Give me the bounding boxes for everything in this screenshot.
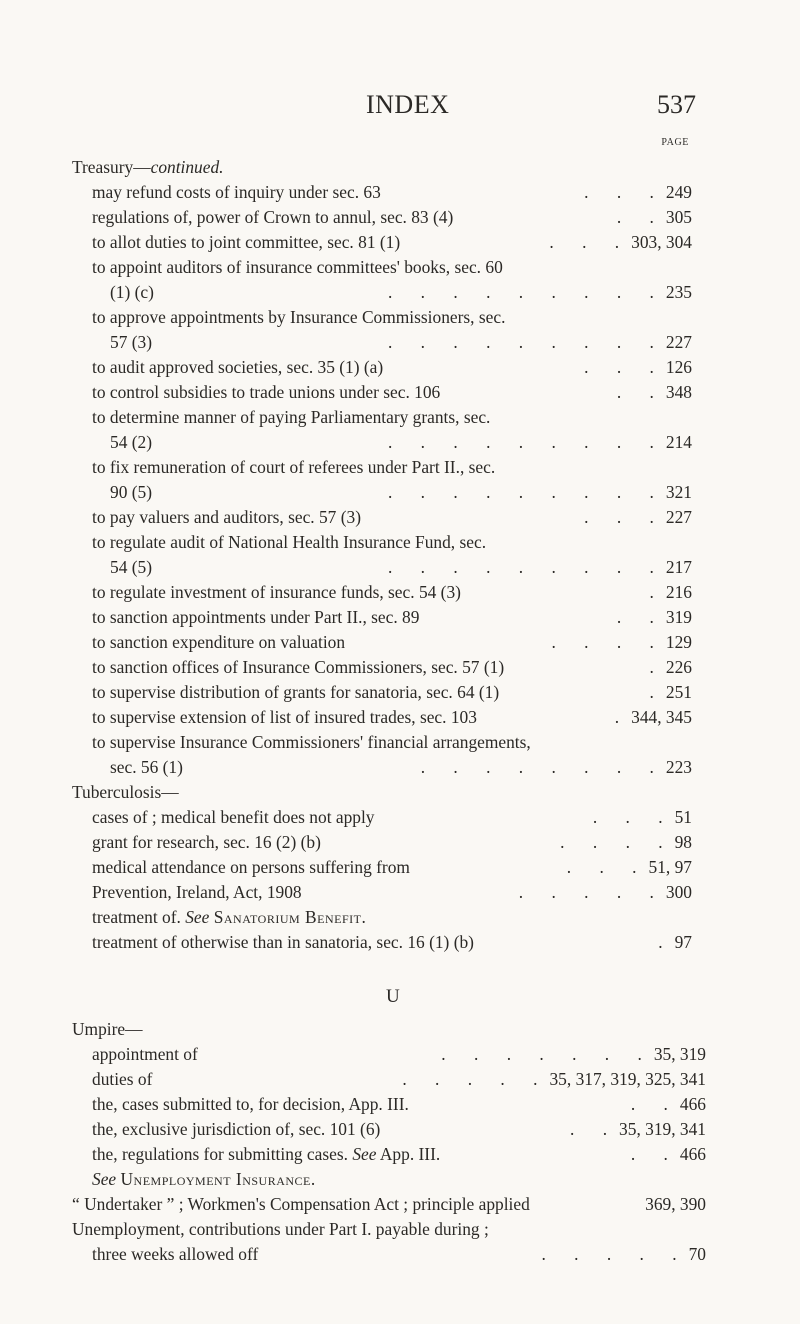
index-entry xyxy=(92,355,692,379)
entry-page-number: 214 xyxy=(665,432,692,452)
entry-text: Prevention, Ireland, Act, 1908 xyxy=(92,882,302,902)
entry-page-number: 51, 97 xyxy=(648,857,692,877)
index-entry xyxy=(92,230,692,254)
entry-page-number: 226 xyxy=(665,657,692,677)
entry-text: treatment of. xyxy=(92,907,181,927)
tuberculosis-heading: Tuberculosis— xyxy=(72,782,179,802)
entry-text: to control subsidies to trade unions under sec. 106 xyxy=(92,382,441,402)
index-entry xyxy=(92,880,692,904)
entry-pages xyxy=(584,180,692,204)
entry-page-number: 369, 390 xyxy=(645,1194,706,1214)
entry-text: to sanction offices of Insurance Commissioners, sec. 57 (1) xyxy=(92,657,505,677)
entry-page-number: 300 xyxy=(665,882,692,902)
entry-pages xyxy=(617,605,692,629)
entry-pages xyxy=(388,330,692,354)
entry-text: the, regulations for submitting cases. xyxy=(92,1144,348,1164)
umpire-heading: Umpire— xyxy=(72,1019,143,1039)
entry-pages xyxy=(650,655,692,679)
entry-pages xyxy=(650,680,692,704)
leader-dots: . . . . . . . . . xyxy=(387,482,666,502)
leader-dots: . . . . . xyxy=(402,1069,550,1089)
entry-text: medical attendance on persons suffering from xyxy=(92,857,410,877)
index-entry xyxy=(92,255,692,279)
entry-text: to pay valuers and auditors, sec. 57 (3) xyxy=(92,507,361,527)
index-entry xyxy=(92,805,692,829)
leader-dots: . . xyxy=(630,1144,680,1164)
entry-pages xyxy=(615,705,692,729)
entry-text: 54 (2) xyxy=(110,432,153,452)
leader-dots: . . . xyxy=(549,232,632,252)
entry-pages xyxy=(617,205,692,229)
index-entry xyxy=(92,680,692,704)
entry-text: to supervise Insurance Commissioners' financial arrangements, xyxy=(92,732,531,752)
index-entry xyxy=(92,580,692,604)
leader-dots: . . . . . xyxy=(541,1244,689,1264)
entry-page-number: 249 xyxy=(665,182,692,202)
entry-text: three weeks allowed off xyxy=(92,1244,259,1264)
leader-dots: . . . . . xyxy=(518,882,666,902)
entry-page-number: 466 xyxy=(679,1094,706,1114)
entry-pages xyxy=(421,755,692,779)
leader-dots: . . . xyxy=(584,357,666,377)
entry-text: 54 (5) xyxy=(110,557,153,577)
leader-dots: . . xyxy=(616,207,666,227)
entry-text: “ Undertaker ” ; Workmen's Compensation Act ; principle applied xyxy=(72,1194,530,1214)
index-entry xyxy=(92,1117,706,1141)
entry-text: to appoint auditors of insurance committees' books, sec. 60 xyxy=(92,257,503,277)
running-header xyxy=(0,90,800,124)
entry-text: (1) (c) xyxy=(110,282,154,302)
leader-dots: . . . xyxy=(566,857,649,877)
leader-dots: . xyxy=(658,932,675,952)
entry-pages xyxy=(388,555,692,579)
entry-page-number: 216 xyxy=(665,582,692,602)
entry-pages xyxy=(593,805,692,829)
leader-dots: . . . xyxy=(592,807,675,827)
entry-page-number: 466 xyxy=(679,1144,706,1164)
cross-reference: Sanatorium Benefit. xyxy=(213,907,367,927)
index-entry xyxy=(92,1142,706,1166)
entry-text: to supervise extension of list of insured trades, sec. 103 xyxy=(92,707,477,727)
entry-text: to sanction expenditure on valuation xyxy=(92,632,346,652)
entry-text: to audit approved societies, sec. 35 (1) (a) xyxy=(92,357,384,377)
entry-page-number: 70 xyxy=(688,1244,706,1264)
entry-text: 57 (3) xyxy=(110,332,153,352)
index-entry xyxy=(92,930,692,954)
entry-pages xyxy=(631,1092,706,1116)
leader-dots: . . xyxy=(570,1119,620,1139)
entry-page-number: 51 xyxy=(674,807,692,827)
entry-page-number: 227 xyxy=(665,332,692,352)
section-letter: U xyxy=(386,986,400,1007)
index-entry xyxy=(92,830,692,854)
leader-dots: . . . xyxy=(584,507,666,527)
index-entry-continuation xyxy=(110,430,692,454)
entry-pages xyxy=(560,830,692,854)
entry-page-number: 305 xyxy=(665,207,692,227)
entry-page-number: 303, 304 xyxy=(631,232,692,252)
leader-dots: . . . . . . . . . xyxy=(387,332,666,352)
entry-page-number: 321 xyxy=(665,482,692,502)
index-entry xyxy=(92,380,692,404)
running-title: INDEX xyxy=(366,90,450,119)
entry-pages xyxy=(631,1142,706,1166)
leader-dots: . . . . . . . xyxy=(441,1044,654,1064)
leader-dots: . . . . xyxy=(551,632,666,652)
entry-page-number: 126 xyxy=(665,357,692,377)
index-entry-continuation xyxy=(110,480,692,504)
entry-text: to regulate audit of National Health Insurance Fund, sec. xyxy=(92,532,487,552)
entry-page-number: 223 xyxy=(665,757,692,777)
index-entry xyxy=(92,530,692,554)
index-entry xyxy=(92,1042,706,1066)
entry-pages xyxy=(570,1117,706,1141)
entry-pages xyxy=(584,505,692,529)
entry-page-number: 344, 345 xyxy=(631,707,692,727)
entry-pages xyxy=(650,580,692,604)
entry-page-number: 129 xyxy=(665,632,692,652)
treasury-heading xyxy=(72,155,692,179)
see-reference: See xyxy=(352,1144,377,1164)
entry-text: to determine manner of paying Parliamentary grants, sec. xyxy=(92,407,491,427)
entry-pages xyxy=(549,230,692,254)
entry-text: may refund costs of inquiry under sec. 63 xyxy=(92,182,381,202)
entry-pages xyxy=(388,480,692,504)
entry-text: appointment of xyxy=(92,1044,198,1064)
index-entry xyxy=(92,455,692,479)
entry-pages xyxy=(402,1067,706,1091)
index-entry-continuation xyxy=(110,330,692,354)
entry-pages xyxy=(388,280,692,304)
entry-text: 90 (5) xyxy=(110,482,153,502)
entry-text: cases of ; medical benefit does not apply xyxy=(92,807,375,827)
entry-text: sec. 56 (1) xyxy=(110,757,183,777)
entry-pages xyxy=(551,630,692,654)
leader-dots: . . . . . . . . xyxy=(420,757,666,777)
entry-text: duties of xyxy=(92,1069,153,1089)
entry-text: to fix remuneration of court of referees under Part II., sec. xyxy=(92,457,496,477)
index-entry xyxy=(92,505,692,529)
treasury-continued: continued. xyxy=(150,157,224,177)
see-reference: See xyxy=(92,1169,117,1189)
leader-dots: . . . . xyxy=(560,832,675,852)
entry-text: Unemployment, contributions under Part I. payable during ; xyxy=(72,1219,489,1239)
entry-page-number: 227 xyxy=(665,507,692,527)
page-column-heading: PAGE xyxy=(661,137,689,148)
leader-dots: . . . . . . . . . xyxy=(387,557,666,577)
see-reference: See xyxy=(185,907,210,927)
entry-text: to sanction appointments under Part II., sec. 89 xyxy=(92,607,420,627)
index-entry xyxy=(92,305,692,329)
entry-pages xyxy=(541,1242,706,1266)
entry-page-number: 235 xyxy=(665,282,692,302)
entry-pages xyxy=(617,380,692,404)
entry-text-continued: App. III. xyxy=(379,1144,441,1164)
entry-page-number: 217 xyxy=(665,557,692,577)
index-entry xyxy=(72,1217,706,1241)
entry-pages xyxy=(658,930,692,954)
index-entry xyxy=(92,705,692,729)
index-entry-continuation xyxy=(110,280,692,304)
entry-text: to approve appointments by Insurance Commissioners, sec. xyxy=(92,307,506,327)
index-entry xyxy=(92,405,692,429)
index-entry xyxy=(92,630,692,654)
entry-text: to regulate investment of insurance funds, sec. 54 (3) xyxy=(92,582,461,602)
entry-page-number: 35, 317, 319, 325, 341 xyxy=(549,1069,706,1089)
entry-pages xyxy=(567,855,692,879)
leader-dots: . . xyxy=(616,382,666,402)
entry-text: the, exclusive jurisdiction of, sec. 101 (6) xyxy=(92,1119,381,1139)
index-entry-continuation xyxy=(92,1242,706,1266)
index-entry-continuation xyxy=(110,755,692,779)
entry-pages xyxy=(441,1042,706,1066)
leader-dots: . . . . . . . . . xyxy=(387,432,666,452)
entry-pages xyxy=(388,430,692,454)
leader-dots: . xyxy=(649,682,666,702)
index-entry xyxy=(92,855,692,879)
leader-dots: . . xyxy=(630,1094,680,1114)
leader-dots: . . . xyxy=(584,182,666,202)
leader-dots: . xyxy=(649,657,666,677)
index-entry xyxy=(92,1067,706,1091)
index-entry xyxy=(92,905,692,929)
entry-page-number: 97 xyxy=(674,932,692,952)
entry-text: to supervise distribution of grants for sanatoria, sec. 64 (1) xyxy=(92,682,500,702)
leader-dots: . xyxy=(614,707,632,727)
index-entry xyxy=(72,1192,706,1216)
treasury-heading-text: Treasury— xyxy=(72,157,151,177)
index-entry xyxy=(92,655,692,679)
index-entry xyxy=(92,180,692,204)
index-entry xyxy=(92,730,692,754)
entry-text: the, cases submitted to, for decision, App. III. xyxy=(92,1094,409,1114)
cross-reference: Unemployment Insurance. xyxy=(120,1169,316,1189)
index-entry-continuation xyxy=(110,555,692,579)
page-number: 537 xyxy=(657,90,696,119)
entry-text: to allot duties to joint committee, sec. 81 (1) xyxy=(92,232,401,252)
entry-page-number: 35, 319, 341 xyxy=(619,1119,706,1139)
entry-text: treatment of otherwise than in sanatoria, sec. 16 (1) (b) xyxy=(92,932,474,952)
index-entry xyxy=(92,605,692,629)
entry-page-number: 319 xyxy=(665,607,692,627)
entry-pages xyxy=(519,880,692,904)
entry-page-number: 251 xyxy=(665,682,692,702)
entry-page-number: 98 xyxy=(674,832,692,852)
index-entry xyxy=(92,1167,706,1191)
entry-text: grant for research, sec. 16 (2) (b) xyxy=(92,832,321,852)
entry-page-number: 35, 319 xyxy=(653,1044,706,1064)
leader-dots: . . xyxy=(616,607,666,627)
index-entry xyxy=(92,1092,706,1116)
entry-pages xyxy=(584,355,692,379)
leader-dots: . xyxy=(649,582,666,602)
leader-dots: . . . . . . . . . xyxy=(387,282,666,302)
entry-page-number: 348 xyxy=(665,382,692,402)
index-entry xyxy=(92,205,692,229)
entry-text: regulations of, power of Crown to annul, sec. 83 (4) xyxy=(92,207,454,227)
